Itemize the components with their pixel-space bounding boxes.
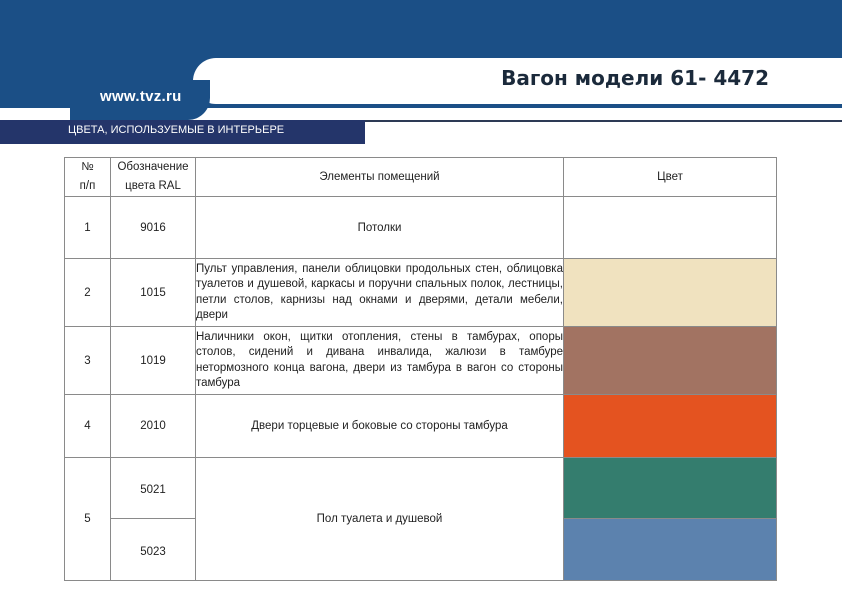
table-row <box>65 259 777 327</box>
table-row <box>65 458 777 519</box>
header-num <box>65 158 111 197</box>
room-elements: Пульт управления, панели облицовки продольных стен, облицовка туалетов и душевой, каркасы и поручни спальных полок, лестницы, петли столов, карнизы над окнами и дверями, детали мебели, двери <box>196 259 564 327</box>
table-header-row <box>65 158 777 197</box>
room-elements: Наличники окон, щитки отопления, стены в тамбурах, опоры столов, сидений и дивана инвалида, жалюзи в тамбуре нетормозного конца вагона, двери из тамбура в вагон со стороны тамбура <box>196 327 564 395</box>
header-color: Цвет <box>564 158 777 197</box>
room-elements: Пол туалета и душевой <box>196 458 564 581</box>
color-swatch <box>564 259 777 327</box>
color-swatch <box>564 519 777 581</box>
header-num-line2: п/п <box>79 180 96 192</box>
ral-code: 5021 <box>111 458 196 519</box>
row-number: 2 <box>65 259 111 327</box>
header-ral <box>111 158 196 197</box>
row-number: 5 <box>65 458 111 581</box>
header-elements: Элементы помещений <box>196 158 564 197</box>
row-number: 3 <box>65 327 111 395</box>
ral-code: 2010 <box>111 395 196 458</box>
header-ral-line2: цвета RAL <box>125 180 181 192</box>
row-number: 1 <box>65 197 111 259</box>
header-num-line1: № <box>81 161 94 173</box>
header-ral-line1: Обозначение <box>117 161 189 173</box>
ral-colors-table <box>64 157 777 581</box>
section-heading: ЦВЕТА, ИСПОЛЬЗУЕМЫЕ В ИНТЕРЬЕРЕ <box>68 124 285 136</box>
ral-code: 1015 <box>111 259 196 327</box>
color-swatch <box>564 458 777 519</box>
room-elements: Двери торцевые и боковые со стороны тамбура <box>196 395 564 458</box>
ral-code: 5023 <box>111 519 196 581</box>
room-elements: Потолки <box>196 197 564 259</box>
page-title: Вагон модели 61- 4472 <box>501 66 769 90</box>
row-number: 4 <box>65 395 111 458</box>
table-row <box>65 327 777 395</box>
table-row <box>65 395 777 458</box>
color-swatch <box>564 395 777 458</box>
table-row <box>65 197 777 259</box>
color-swatch <box>564 197 777 259</box>
ral-code: 1019 <box>111 327 196 395</box>
color-swatch <box>564 327 777 395</box>
ral-code: 9016 <box>111 197 196 259</box>
site-logo[interactable]: www.tvz.ru <box>100 88 182 105</box>
